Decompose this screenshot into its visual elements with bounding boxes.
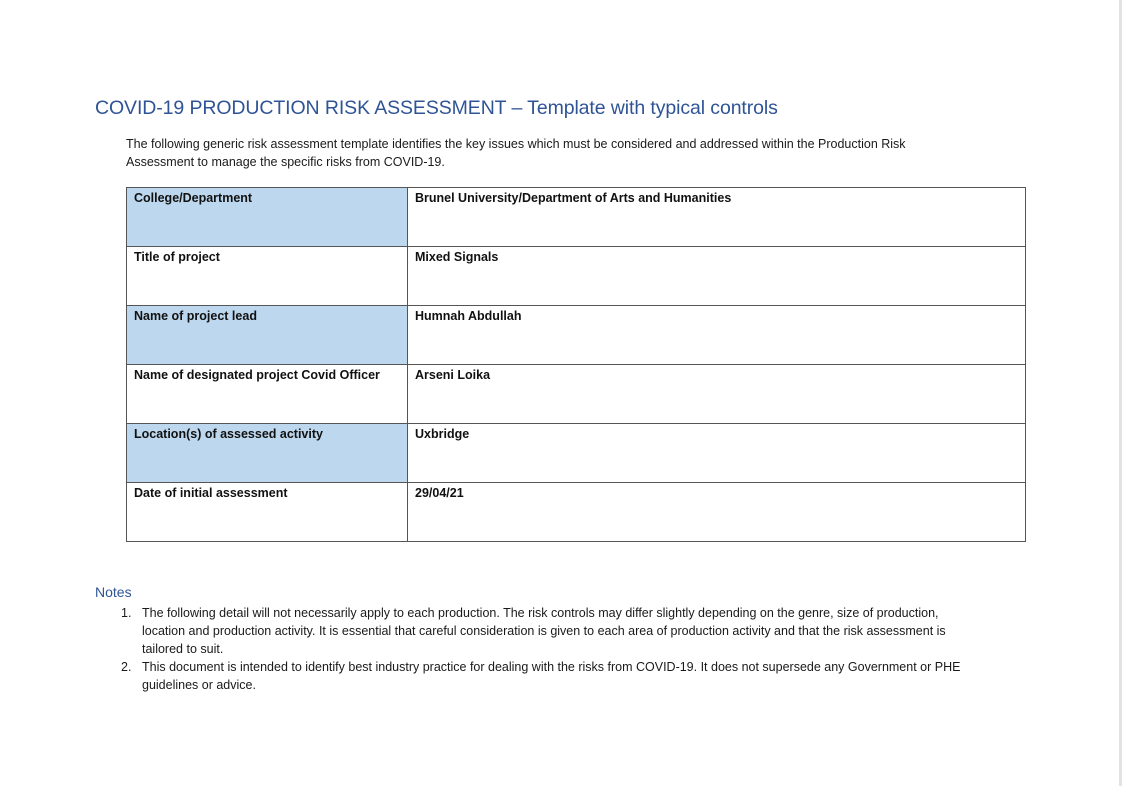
table-row (127, 188, 1026, 247)
table-row (127, 483, 1026, 542)
row-label-assessment-date: Date of initial assessment (127, 483, 408, 542)
row-label-college-department: College/Department (127, 188, 408, 247)
intro-paragraph: The following generic risk assessment template identifies the key issues which must be considered and addressed within the Production Risk Assessment to manage the specific risks from COVID-19. (126, 137, 906, 169)
row-label-location: Location(s) of assessed activity (127, 424, 408, 483)
note-text: The following detail will not necessarily apply to each production. The risk controls may differ slightly depending on the genre, size of production, location and production activity. It is essential that careful consideration is given to each area of production activity and that the risk assessment is tailored to suit. (142, 606, 946, 656)
table-row (127, 424, 1026, 483)
project-info-table (126, 187, 1026, 542)
table-row (127, 247, 1026, 306)
row-value-assessment-date: 29/04/21 (408, 483, 1026, 542)
row-label-project-title: Title of project (127, 247, 408, 306)
row-value-college-department: Brunel University/Department of Arts and Humanities (408, 188, 1026, 247)
row-value-project-lead: Humnah Abdullah (408, 306, 1026, 365)
row-value-covid-officer: Arseni Loika (408, 365, 1026, 424)
list-item (121, 658, 971, 694)
row-value-project-title: Mixed Signals (408, 247, 1026, 306)
document-title: COVID-19 PRODUCTION RISK ASSESSMENT – Template with typical controls (95, 97, 778, 119)
table-row (127, 365, 1026, 424)
list-item (121, 604, 971, 658)
table-row (127, 306, 1026, 365)
notes-heading: Notes (95, 584, 132, 600)
notes-list (121, 604, 971, 694)
row-label-covid-officer: Name of designated project Covid Officer (127, 365, 408, 424)
row-label-project-lead: Name of project lead (127, 306, 408, 365)
row-value-location: Uxbridge (408, 424, 1026, 483)
note-number: 2. (121, 660, 132, 674)
note-text: This document is intended to identify best industry practice for dealing with the risks from COVID-19. It does not supersede any Government or PHE guidelines or advice. (142, 660, 961, 692)
note-number: 1. (121, 606, 132, 620)
